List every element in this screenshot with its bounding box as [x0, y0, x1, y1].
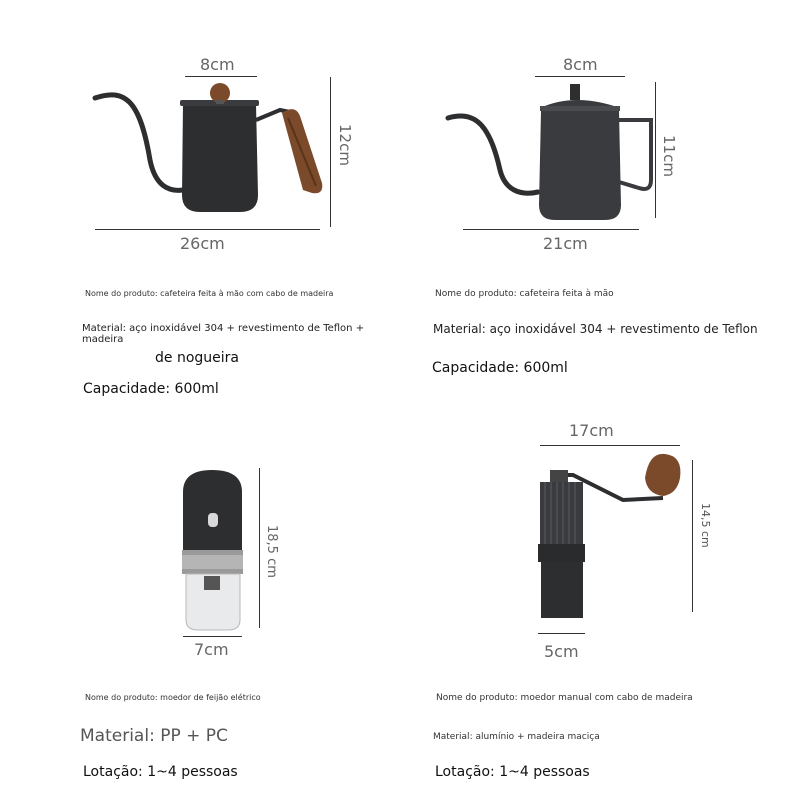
grinder-name: Nome do produto: moedor de feijão elétrico — [85, 693, 261, 702]
kettle2-width-label: 8cm — [563, 55, 598, 74]
manual-base-label: 5cm — [544, 642, 579, 661]
manual-name: Nome do produto: moedor manual com cabo de madeira — [436, 693, 693, 703]
manual-height-label: 14,5 cm — [699, 503, 712, 548]
grinder-material: Material: PP + PC — [80, 726, 228, 746]
grinder-width-line — [183, 636, 242, 637]
kettle2-height-label: 11cm — [660, 135, 678, 177]
manual-width-label: 17cm — [569, 421, 614, 440]
grinder-illustration — [0, 410, 395, 640]
kettle2-name: Nome do produto: cafeteira feita à mão — [435, 289, 614, 299]
kettle1-illustration — [0, 0, 395, 230]
product-2 — [395, 0, 790, 410]
kettle2-illustration — [395, 0, 790, 230]
kettle2-capacity: Capacidade: 600ml — [432, 360, 568, 376]
product-1 — [0, 0, 395, 410]
product-4 — [395, 410, 790, 807]
grinder-width-label: 7cm — [194, 640, 229, 659]
manual-material: Material: alumínio + madeira maciça — [433, 732, 600, 742]
kettle1-name: Nome do produto: cafeteira feita à mão com cabo de madeira — [85, 289, 334, 298]
kettle1-height-label: 12cm — [336, 124, 354, 166]
kettle1-length-label: 26cm — [180, 234, 225, 253]
kettle1-width-label: 8cm — [200, 55, 235, 74]
manual-capacity: Lotação: 1~4 pessoas — [435, 764, 590, 780]
kettle1-material-line1: Material: aço inoxidável 304 + revestimento de Teflon + madeira — [82, 323, 365, 345]
kettle1-material-line2: de nogueira — [155, 350, 239, 366]
kettle2-length-label: 21cm — [543, 234, 588, 253]
product-3 — [0, 410, 395, 807]
kettle1-capacity: Capacidade: 600ml — [83, 381, 219, 397]
manual-base-line — [538, 633, 585, 634]
manual-grinder-illustration — [395, 410, 790, 640]
grinder-capacity: Lotação: 1~4 pessoas — [83, 764, 238, 780]
grinder-height-label: 18,5 cm — [264, 525, 279, 578]
kettle2-material: Material: aço inoxidável 304 + revestimento de Teflon — [433, 322, 758, 336]
